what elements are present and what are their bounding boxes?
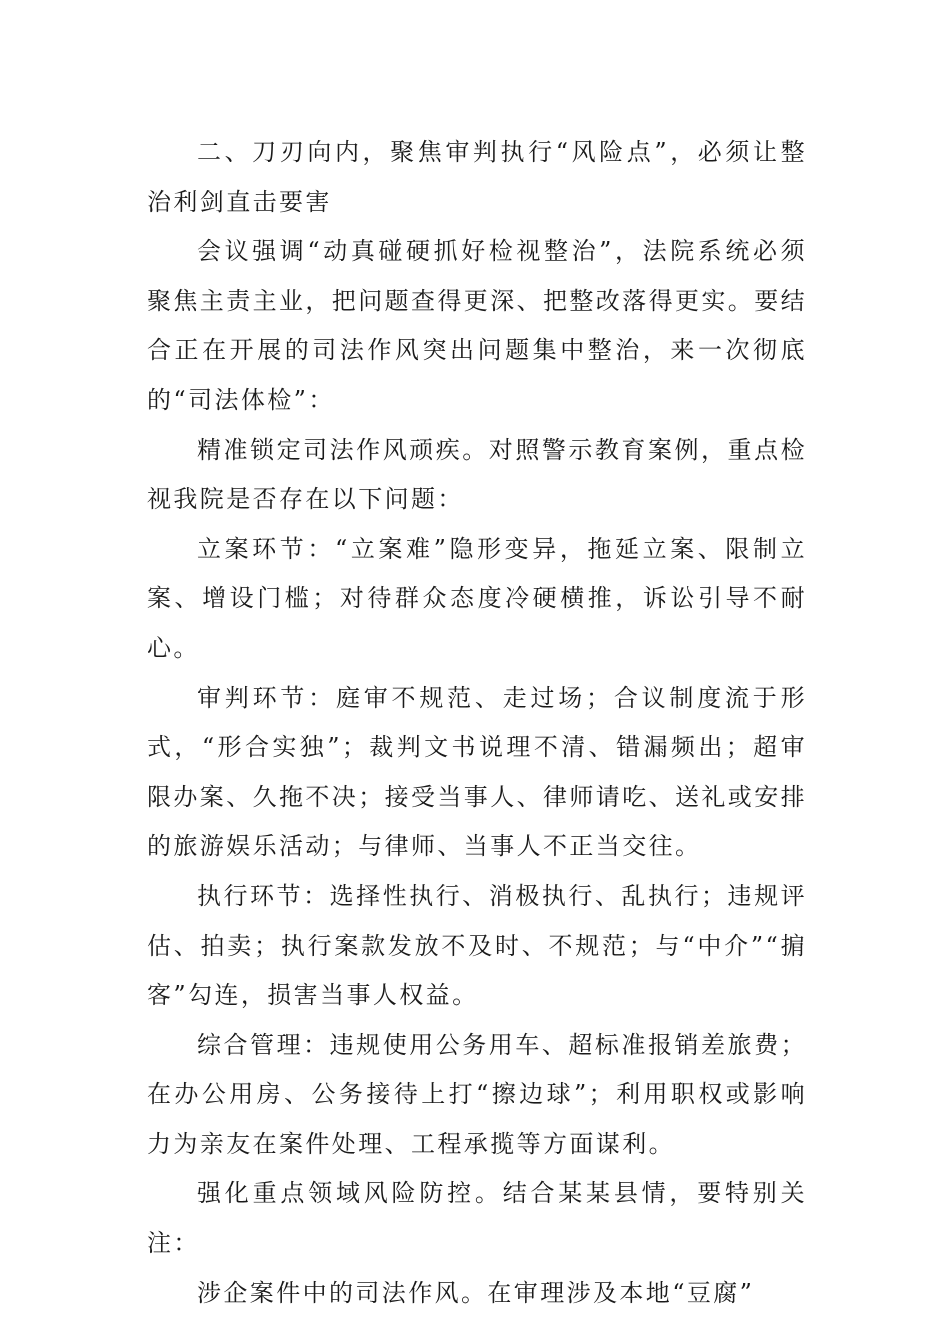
paragraph-trial-stage: 审判环节：庭审不规范、走过场；合议制度流于形式，“形合实独”；裁判文书说理不清、错漏频出；超审限办案、久拖不决；接受当事人、律师请吃、送礼或安排的旅游娱乐活动；与律师、当事人不正当交往。: [147, 683, 807, 861]
paragraph-general-management: 综合管理：违规使用公务用车、超标准报销差旅费；在办公用房、公务接待上打“擦边球”；利用职权或影响力为亲友在案件处理、工程承揽等方面谋利。: [147, 1030, 807, 1158]
document-page: [147, 128, 807, 1318]
paragraph-meeting-emphasis: 会议强调“动真碰硬抓好检视整治”，法院系统必须聚焦主责主业，把问题查得更深、把整改落得更实。要结合正在开展的司法作风突出问题集中整治，来一次彻底的“司法体检”：: [147, 237, 807, 414]
paragraph-execution-stage: 执行环节：选择性执行、消极执行、乱执行；违规评估、拍卖；执行案款发放不及时、不规范；与“中介”“掮客”勾连，损害当事人权益。: [147, 881, 807, 1010]
paragraph-pinpoint-problems: 精准锁定司法作风顽疾。对照警示教育案例，重点检视我院是否存在以下问题：: [147, 435, 807, 514]
section-heading: 二、刀刃向内，聚焦审判执行“风险点”，必须让整治利剑直击要害: [147, 138, 807, 216]
paragraph-filing-stage: 立案环节：“立案难”隐形变异，拖延立案、限制立案、增设门槛；对待群众态度冷硬横推，诉讼引导不耐心。: [147, 534, 807, 662]
paragraph-enterprise-cases: 涉企案件中的司法作风。在审理涉及本地“豆腐”: [197, 1278, 755, 1307]
paragraph-risk-control: 强化重点领域风险防控。结合某某县情，要特别关注：: [147, 1179, 807, 1258]
